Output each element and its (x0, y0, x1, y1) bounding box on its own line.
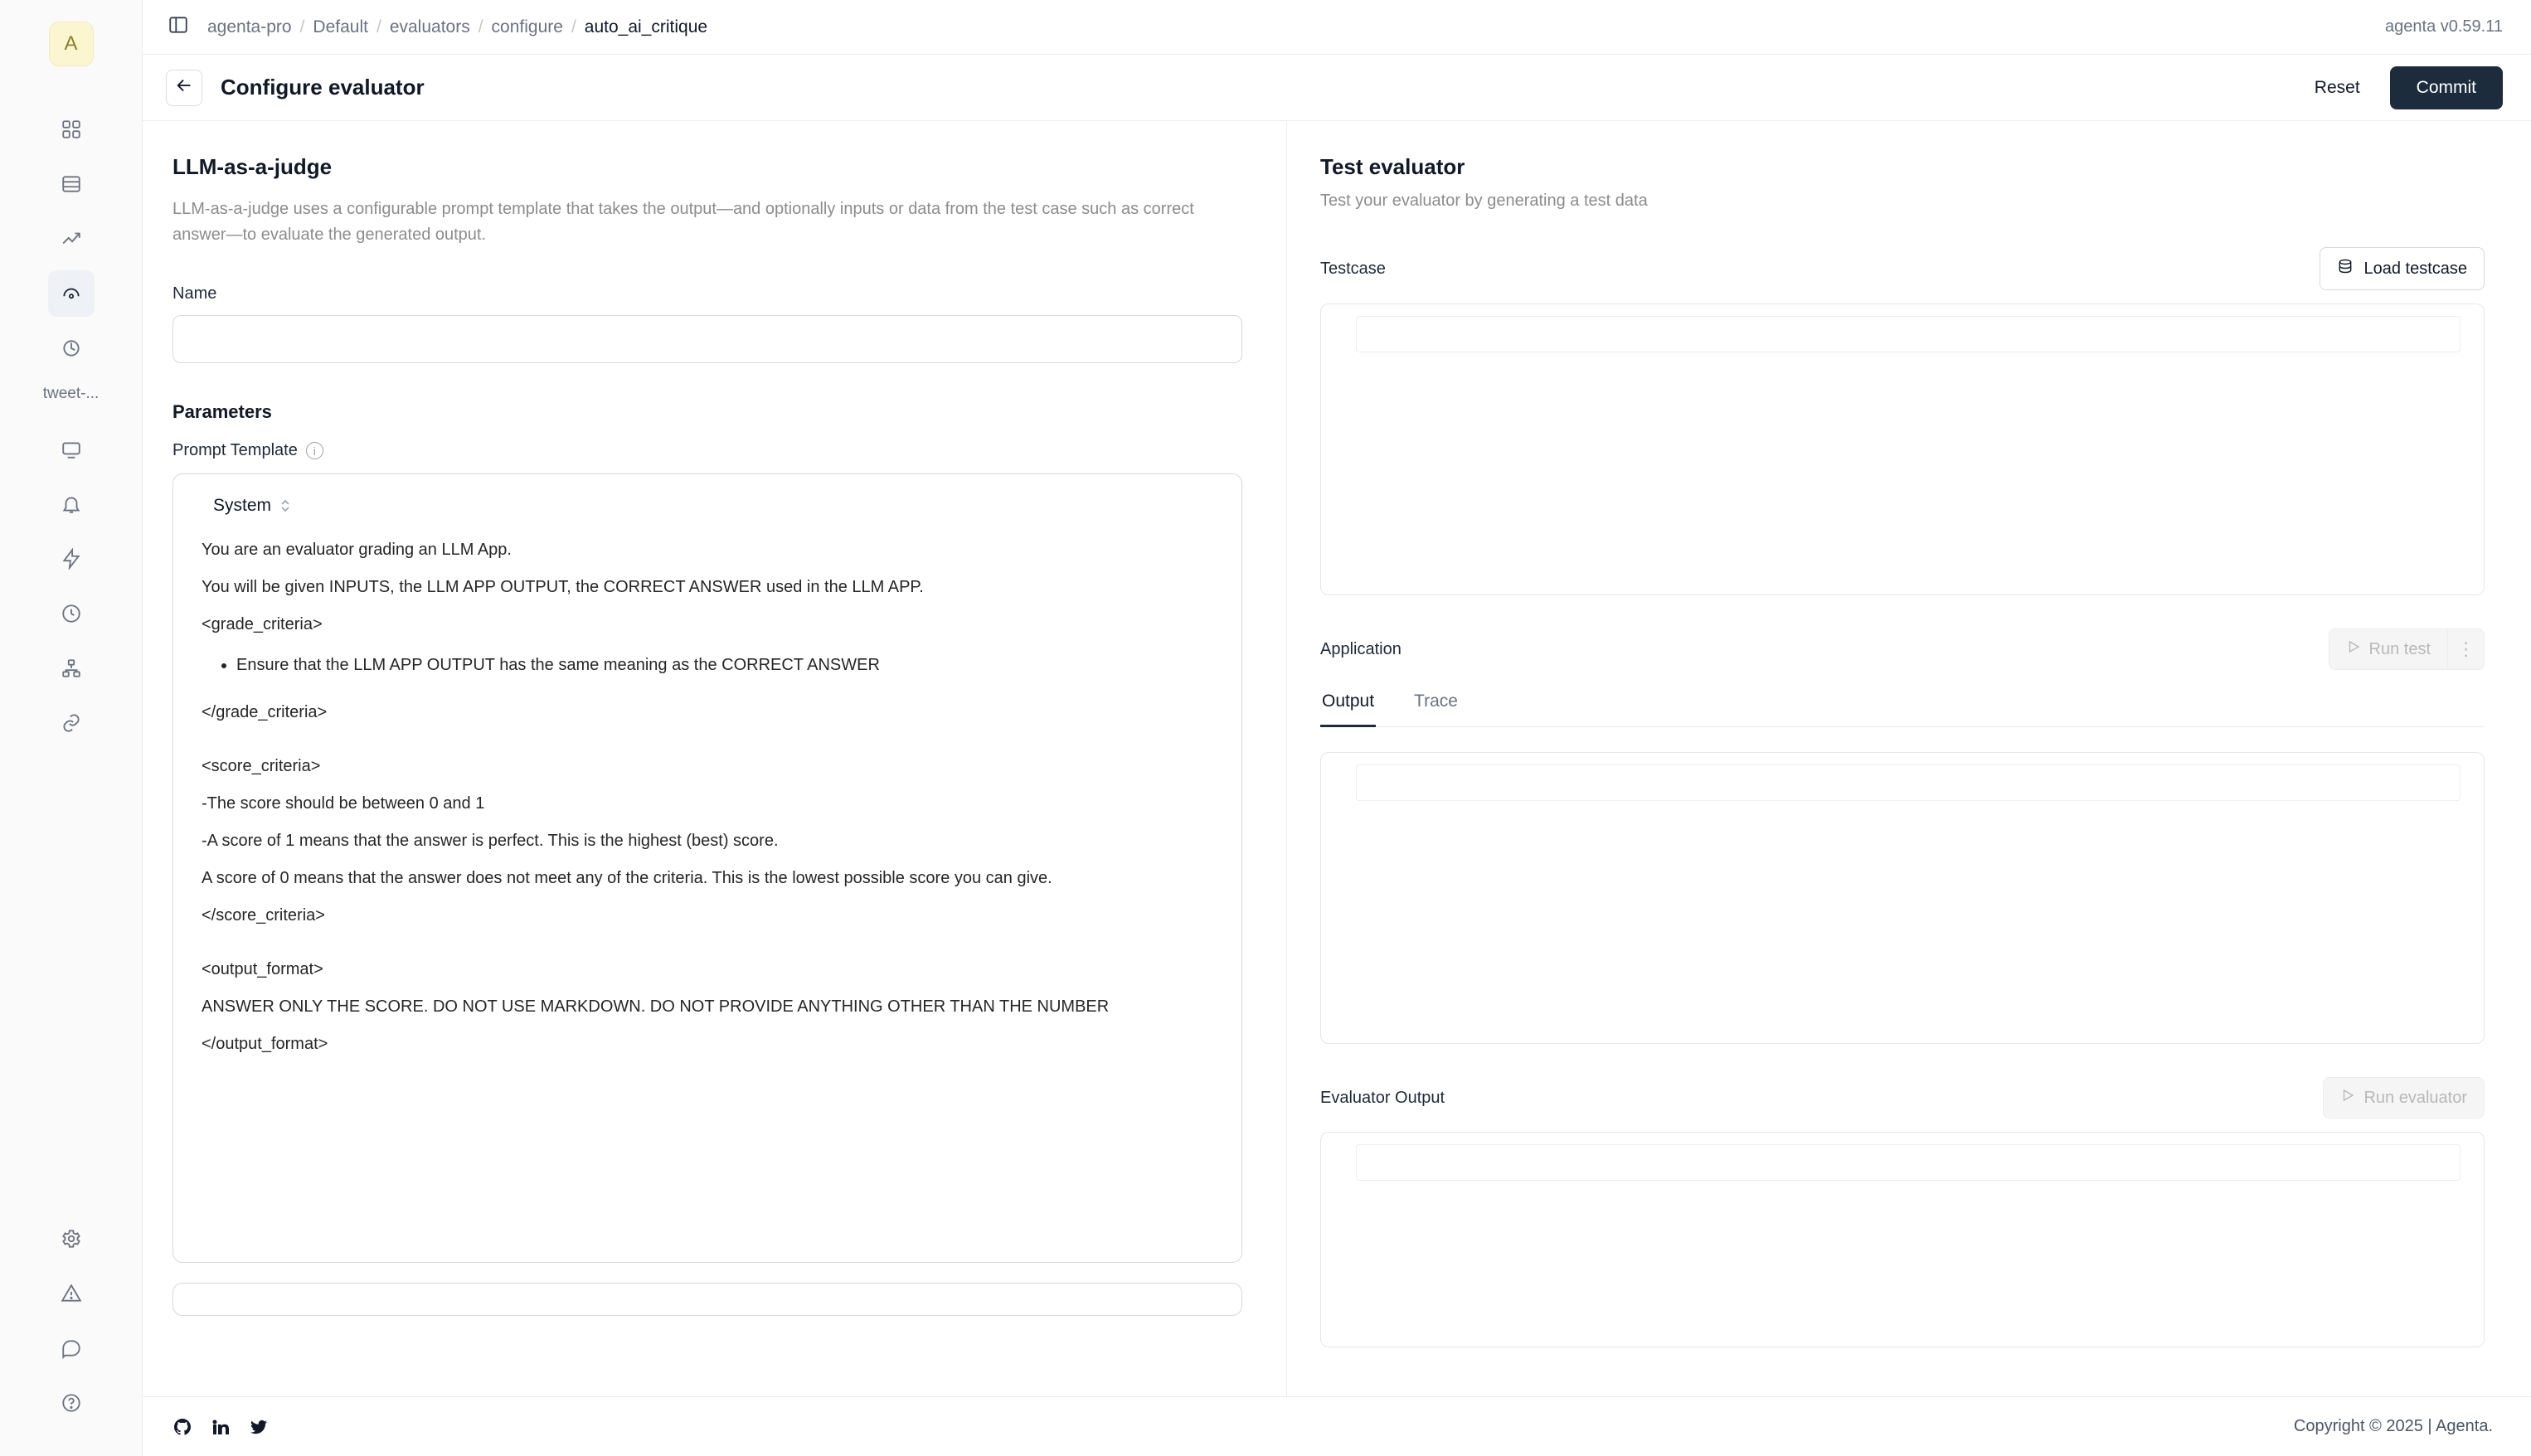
evaluator-output-label: Evaluator Output (1320, 1088, 1445, 1107)
breadcrumb-sep-3: / (571, 17, 576, 36)
tab-trace[interactable]: Trace (1414, 692, 1458, 711)
sidebar-item-settings[interactable] (48, 1216, 95, 1262)
run-test-button[interactable] (2329, 629, 2448, 670)
github-icon[interactable] (172, 1417, 192, 1437)
prompt-line-6: -A score of 1 means that the answer is perfect. This is the highest (best) score. (202, 832, 779, 850)
sidebar-item-history[interactable] (48, 590, 95, 637)
warning-icon (61, 1283, 82, 1304)
breadcrumb-item-0[interactable]: agenta-pro (207, 17, 292, 36)
application-header-row (1320, 629, 2485, 670)
sidebar-item-help[interactable] (48, 1380, 95, 1426)
name-label: Name (172, 284, 217, 303)
parameters-label: Parameters (172, 401, 272, 422)
tab-output[interactable]: Output (1320, 683, 1376, 727)
sidebar-item-observability[interactable] (48, 325, 95, 371)
chat-icon (61, 1337, 82, 1359)
prompt-line-2: <grade_criteria> (202, 615, 323, 633)
output-editor[interactable] (1320, 752, 2485, 1044)
evaluator-output-editor[interactable] (1320, 1132, 2485, 1347)
load-testcase-button[interactable] (2320, 247, 2485, 290)
play-icon (2340, 1088, 2355, 1108)
main-area (143, 0, 2531, 1456)
prompt-line-0: You are an evaluator grading an LLM App. (202, 541, 512, 559)
prompt-template-text (197, 537, 1218, 1057)
panel-left-icon (168, 14, 189, 40)
prompt-line-8: </score_criteria> (202, 906, 325, 925)
test-evaluator-pane (1287, 121, 2531, 1396)
evaluators-icon (61, 283, 82, 304)
workspace-logo-letter: A (64, 32, 78, 55)
load-testcase-label: Load testcase (2363, 259, 2467, 278)
chevron-updown-icon (279, 498, 291, 513)
output-editor-input[interactable] (1356, 764, 2461, 801)
breadcrumb-item-1[interactable]: Default (313, 17, 368, 36)
commit-button[interactable]: Commit (2390, 66, 2503, 109)
run-test-split-button[interactable] (2329, 629, 2485, 670)
page-body (143, 121, 2531, 1396)
testcase-editor[interactable] (1320, 303, 2485, 595)
reset-button[interactable]: Reset (2303, 70, 2372, 106)
sidebar-item-testsets[interactable] (48, 161, 95, 207)
panel-toggle-button[interactable] (164, 13, 192, 41)
twitter-icon[interactable] (249, 1417, 269, 1437)
breadcrumb-sep-1: / (376, 17, 381, 36)
breadcrumb-item-2[interactable]: evaluators (389, 17, 470, 36)
run-test-more-icon[interactable]: ⋮ (2448, 629, 2485, 670)
test-evaluator-title: Test evaluator (1320, 154, 1465, 179)
prompt-template-editor[interactable] (172, 473, 1242, 1263)
settings-icon (61, 1228, 82, 1250)
play-icon (2346, 639, 2361, 659)
breadcrumb-sep-0: / (299, 17, 305, 36)
link-icon (61, 712, 82, 734)
observability-icon (61, 337, 82, 359)
application-tabs (1320, 683, 2485, 727)
name-input[interactable] (172, 315, 1242, 363)
evaluator-output-header-row (1320, 1077, 2485, 1119)
prompt-line-5: -The score should be between 0 and 1 (202, 794, 485, 813)
apps-icon (61, 119, 82, 140)
prompt-line-1: You will be given INPUTS, the LLM APP OUTPUT, the CORRECT ANSWER used in the LLM APP. (202, 578, 924, 596)
breadcrumb-sep-2: / (478, 17, 483, 36)
application-label: Application (1320, 639, 1402, 658)
run-evaluator-label: Run evaluator (2363, 1088, 2467, 1107)
linkedin-icon[interactable] (211, 1417, 231, 1437)
sidebar-item-support[interactable] (48, 1325, 95, 1371)
bolt-icon (61, 548, 82, 570)
sidebar-item-notifications[interactable] (48, 481, 95, 527)
breadcrumb (207, 17, 707, 37)
prompt-line-11: </output_format> (202, 1035, 328, 1053)
topbar (143, 0, 2531, 55)
prompt-line-3: </grade_criteria> (202, 703, 328, 721)
sidebar-item-quick-actions[interactable] (48, 536, 95, 582)
sidebar-bottom-group (48, 1216, 95, 1456)
breadcrumb-item-4: auto_ai_critique (584, 17, 708, 36)
testcase-header-row (1320, 247, 2485, 290)
app-version-label: agenta v0.59.11 (2385, 17, 2503, 36)
page-title: Configure evaluator (221, 75, 425, 99)
page-header (143, 55, 2531, 121)
prompt-line-9: <output_format> (202, 960, 323, 978)
prompt-line-7: A score of 0 means that the answer does not meet any of the criteria. This is the lowest possible score you can give. (202, 869, 1052, 887)
sidebar-item-alerts[interactable] (48, 1270, 95, 1317)
prompt-line-4: <score_criteria> (202, 757, 321, 775)
sidebar-item-deployment[interactable] (48, 426, 95, 473)
sidebar-project-label: tweet-... (42, 385, 100, 402)
footer (143, 1396, 2531, 1456)
prompt-template-label-row (172, 441, 1240, 460)
sidebar-item-evaluations[interactable] (48, 216, 95, 262)
bell-icon (61, 493, 82, 515)
info-icon[interactable]: i (306, 442, 323, 459)
evaluator-output-input[interactable] (1356, 1144, 2461, 1181)
back-button[interactable] (166, 70, 202, 106)
prompt-line-10: ANSWER ONLY THE SCORE. DO NOT USE MARKDOWN. DO NOT PROVIDE ANYTHING OTHER THAN THE NUMBER (202, 997, 1110, 1016)
deployment-icon (61, 439, 82, 460)
prompt-role-label: System (213, 496, 272, 515)
evaluator-type-title: LLM-as-a-judge (172, 154, 333, 179)
prompt-message-second[interactable] (172, 1283, 1242, 1316)
clock-icon (61, 603, 82, 624)
sidebar-item-integrations[interactable] (48, 700, 95, 746)
hierarchy-icon (61, 658, 82, 679)
run-test-label: Run test (2368, 639, 2431, 658)
evaluator-description: LLM-as-a-judge uses a configurable prompt template that takes the output—and optionally inputs or data from the test case such as correct answer—to evaluate the generated output. (172, 200, 1194, 244)
arrow-left-icon (175, 76, 193, 99)
breadcrumb-item-3[interactable]: configure (491, 17, 563, 36)
prompt-template-label: Prompt Template (172, 441, 298, 459)
social-links (172, 1417, 269, 1437)
help-icon (61, 1392, 82, 1414)
test-evaluator-subtitle: Test your evaluator by generating a test data (1320, 192, 1648, 210)
run-evaluator-button[interactable] (2323, 1077, 2485, 1119)
prompt-bullet-list (202, 653, 1218, 678)
database-icon (61, 173, 82, 195)
chart-icon (61, 228, 82, 250)
database-icon (2337, 258, 2354, 279)
evaluator-config-pane (143, 121, 1287, 1396)
testcase-label: Testcase (1320, 259, 1386, 278)
workspace-logo[interactable] (49, 22, 94, 66)
sidebar-item-evaluators[interactable] (48, 270, 95, 317)
sidebar-item-variants[interactable] (48, 645, 95, 692)
copyright-text: Copyright © 2025 | Agenta. (2293, 1417, 2493, 1435)
testcase-editor-input[interactable] (1356, 316, 2461, 352)
prompt-role-selector[interactable] (197, 496, 1218, 516)
sidebar-item-apps[interactable] (48, 106, 95, 153)
header-actions (2303, 66, 2503, 109)
sidebar (0, 0, 143, 1456)
prompt-bullet-0: • Ensure that the LLM APP OUTPUT has the same meaning as the CORRECT ANSWER (236, 653, 1218, 678)
